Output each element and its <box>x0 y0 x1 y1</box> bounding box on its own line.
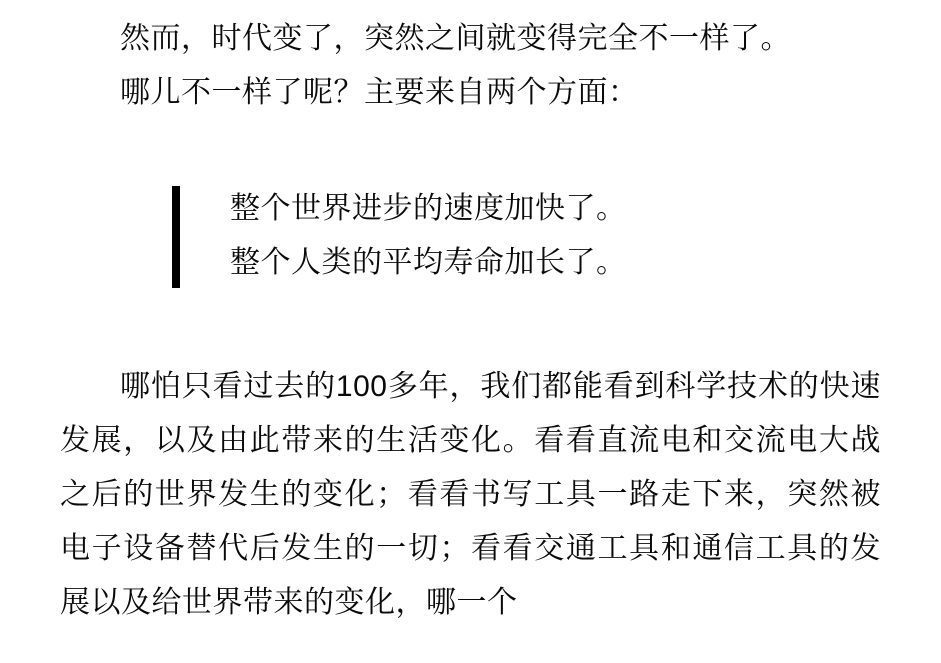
blockquote-line-2: 整个人类的平均寿命加长了。 <box>230 246 627 279</box>
paragraph-intro-line-2: 哪儿不一样了呢？主要来自两个方面： <box>120 76 639 109</box>
blockquote <box>60 182 881 290</box>
blockquote-bar-icon <box>172 186 180 288</box>
paragraph-body: 哪怕只看过去的100多年，我们都能看到科学技术的快速发展，以及由此带来的生活变化。看看直流电和交流电大战之后的世界发生的变化；看看书写工具一路走下来，突然被电子设备替代后发生的一切；看看交通工具和通信工具的发展以及给世界带来的变化，哪一个 <box>60 370 881 619</box>
blockquote-line-1: 整个世界进步的速度加快了。 <box>230 192 627 225</box>
paragraph-intro-line-1: 然而，时代变了，突然之间就变得完全不一样了。 <box>120 22 791 55</box>
